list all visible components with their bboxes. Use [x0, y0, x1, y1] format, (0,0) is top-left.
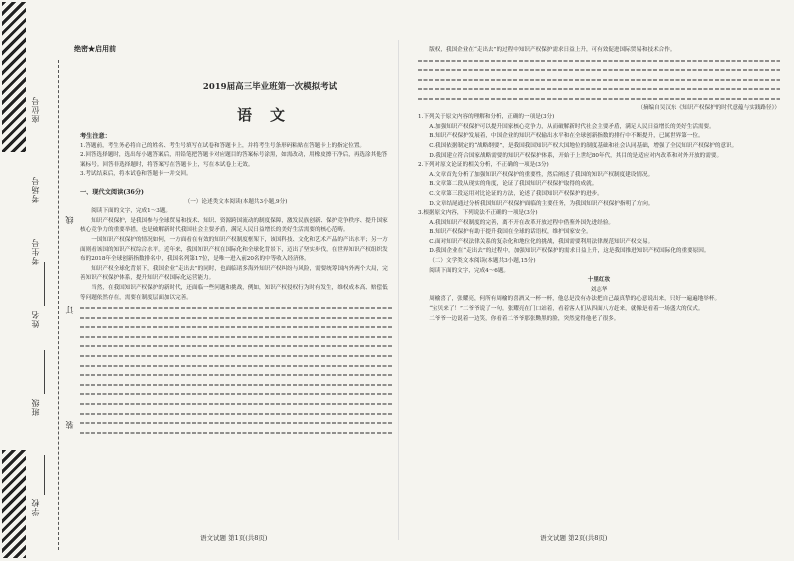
text-line [418, 84, 780, 94]
option: A.我国知识产权制度的完善，离不开在改革开放过程中借鉴外国先进经验。 [429, 219, 615, 226]
field-seat: 座位号 [31, 96, 40, 123]
seal-mark-xian: 线 [65, 215, 74, 224]
option: D.我国建立符合国家战略需要的知识产权保护体系，开始于上世纪80年代，其目的是适应对内改革和对外开放的需要。 [429, 152, 723, 159]
field-class-line [44, 350, 45, 394]
option: B.文章第二段从现实的角度，论证了我国知识产权保护取得的成就。 [429, 181, 598, 188]
passage-paragraph: 版权，我国企业在“走出去”的过程中知识产权保护需求日益上升，可有效促进国际贸易和技术合作。 [429, 47, 676, 53]
option: A.文章首先分析了加强知识产权保护的重要性，然后阐述了我国的知识产权制度建设情况。 [429, 171, 654, 178]
notice-heading: 考生注意： [80, 133, 111, 140]
text-line [418, 94, 780, 104]
text-line [80, 418, 392, 428]
story-title: 十里红妆 [587, 277, 611, 284]
field-name: 姓名 [31, 310, 40, 328]
text-line [418, 75, 780, 85]
page-divider [398, 40, 399, 540]
notice-item: 3.考试结束后，将本试卷和答题卡一并交回。 [80, 171, 192, 178]
question: 1.下列关于原文内容的理解和分析，正确的一项是(3分) [418, 114, 555, 121]
notice-item: 2.回答选择题时，选出每小题答案后，用铅笔把答题卡对应题目的答案标号涂黑，如需改动，用橡皮擦干净后，再选涂其他答案标号。回答非选择题时，将答案写在答题卡上，写在本试卷上无效。 [80, 152, 388, 168]
passage-paragraph: 知识产权全球化背景下，我国企业“走出去”的同时，也面临诸多海外知识产权纠纷与风险，需要统筹国内外两个大局，完善知识产权保护体系，提升知识产权国际化运营能力。 [80, 265, 388, 282]
passage-paragraph: 一国知识产权保护的情况如何，一方面看在有效的知识产权制度框架下，该国科技、文化和艺术产品的产出水平；另一方面则看该国的知识产权综合水平。近年来，我国知识产权在国际化和全球化背景下，迈出了坚实步伐，在世界知识产权组织发布的2018年全球创新指数排名中，我国名列第17位，是唯一进入前20名的中等收入经济体。 [80, 236, 388, 263]
text-line [80, 303, 392, 313]
subsection-heading: （二）文学类文本阅读(本题共3小题,15分) [429, 258, 536, 265]
story-paragraph: 周榆喜了，张耀亮，何所有周榆的喜酒又一杯一杯，他总是没有办法把自己最真挚的心意说出来，只好一遍遍地举杯。 [429, 296, 721, 303]
text-line [80, 332, 392, 342]
text-line [418, 56, 780, 66]
text-line [80, 361, 392, 371]
seal-line [58, 60, 59, 550]
text-line [80, 428, 392, 438]
text-line [80, 322, 392, 332]
seal-mark-ding: 订 [65, 305, 74, 314]
field-name-line [44, 262, 45, 306]
field-candidate-number: 考生号 [31, 238, 40, 265]
text-line [80, 399, 392, 409]
option: B.知识产权保护有助于提升我国在全球的话语权，维护国家安全。 [429, 229, 592, 236]
right-column [418, 46, 780, 324]
field-school-line [44, 455, 45, 495]
passage-paragraph: 知识产权保护，是我国参与全球贸易和技术、知识、资源跨国流动的制度保障，激发民族创新、保护竞争秩序、提升国家核心竞争力的重要举措，也是破解新时代我国社会主要矛盾，满足人民日益增长的美好生活需要的核心范畴。 [80, 217, 388, 234]
text-line [80, 341, 392, 351]
exam-title: 2019届高三毕业班第一次模拟考试 [202, 82, 338, 92]
text-line [80, 351, 392, 361]
instruction: 阅读下面的文字，完成4～6题。 [429, 267, 510, 274]
option: C.面对知识产权法律关系的复杂化和地位化的挑战，我国需要利用法律规范知识产权交易。 [429, 238, 654, 245]
option: C.我国依据制定的“战略纲要”，是我国我国知识产权大国地位的制度基础和社会认同基础，增强了全民知识产权保护的意识。 [429, 142, 738, 149]
page-footer-right: 语文试题 第2页(共8页) [540, 534, 608, 542]
text-line [80, 313, 392, 323]
story-author: 刘志华 [590, 286, 608, 293]
option: B.知识产权保护发展着，中国企业的知识产权输出水平和在全球创新指数的排行中不断提升，已属世界第一位。 [429, 133, 704, 140]
option: D.我国企业在“走出去”的过程中，加强知识产权保护的需求日益上升，这是我国推进知识产权国际化的重要原因。 [429, 248, 710, 255]
source-citation: （摘编自吴汉东《知识产权保护的时代意蕴与实践路径》） [637, 104, 780, 111]
text-line [418, 65, 780, 75]
left-column [80, 132, 392, 437]
option: D.文章结尾通过分析我国知识产权保护面临的主要任务，为我国知识产权保护指明了方向。 [429, 200, 654, 207]
page-footer-left: 语文试题 第1页(共8页) [200, 534, 268, 542]
section-heading: 一、现代文阅读(36分) [80, 188, 144, 196]
passage-paragraph: 当然，在我国知识产权保护的新时代，还面临一些问题和挑战，例如，知识产权侵权行为时有发生，维权成本高、赔偿低等问题依然存在，需要在制度层面加以完善。 [80, 284, 388, 301]
question: 2.下列对原文论证的相关分析，不正确的一项是(3分) [418, 162, 549, 169]
binding-strip [0, 0, 28, 561]
story-paragraph: “宝贝来了！”二爷爷说了一句。张耀亮在门口站着，看着客人们从四面八方赶来，就像是看着一场盛大的仪式。 [429, 306, 704, 313]
text-line [80, 409, 392, 419]
notice-item: 1.答题前，考生务必将自己的姓名、考生号填写在试卷和答题卡上，并将考生号条形码粘贴在答题卡上的指定位置。 [80, 142, 366, 149]
field-class: 班级 [31, 398, 40, 416]
text-line [80, 370, 392, 380]
field-exam-room: 考场号 [31, 176, 40, 203]
text-line [80, 380, 392, 390]
subject-title: 语文 [236, 106, 303, 124]
stripe-pattern-bottom [2, 450, 26, 558]
question: 3.根据原文内容，下列说法不正确的一项是(3分) [418, 210, 538, 217]
subsection-heading: （一）论述类文本阅读(本题共3小题,9分) [184, 198, 288, 205]
instruction: 阅读下面的文字，完成1～3题。 [91, 208, 172, 215]
stripe-pattern-top [2, 2, 26, 152]
seal-mark-zhuang: 装 [65, 420, 74, 429]
text-line [80, 389, 392, 399]
confidential-label: 绝密★启用前 [74, 44, 116, 53]
option: A.加强知识产权保护可以提升国家核心竞争力，从而破解新时代社会主要矛盾，满足人民日益增长的美好生活需要。 [429, 123, 715, 130]
option: C.文章第三段运用对比论证的方法，论述了我国知识产权保护的进步。 [429, 190, 603, 197]
story-paragraph: 二爷爷一边说着一边笑，你看着二爷爷那张黝黑的脸，突然觉得他老了很多。 [429, 315, 620, 322]
field-school: 学校 [31, 498, 40, 516]
